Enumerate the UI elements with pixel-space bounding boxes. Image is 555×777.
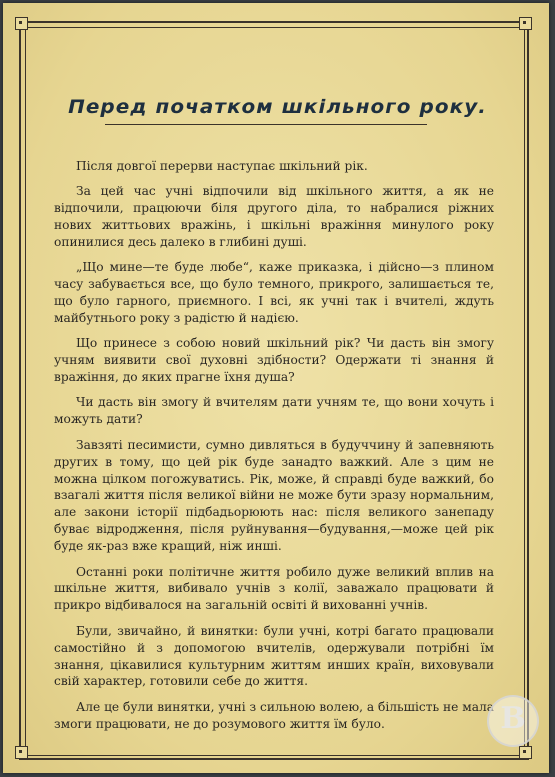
corner-ornament-bottom-left (15, 746, 28, 759)
paragraph: Завзяті песимисти, сумно дивляться в будуччину й запевняють других в тому, що цей рік буде занадто важкий. Але з цим не можна цілком погожуватись. Рік, може, й справді буде важкий, бо взагалі життя після великої війни не може бути зразу нормальним, але закони історії підбадьорюють нас: після великого занепаду буває відродження, після руйнування—будування,—може цей рік буде як-раз вже кращий, ніж инші. (54, 437, 494, 554)
paragraph: Що принесе з собою новий шкільний рік? Чи дасть він змогу учням виявити свої духовні здібности? Одержати ті знання й вражіння, до яких прагне їхня душа? (54, 336, 494, 384)
corner-ornament-top-left (15, 17, 28, 30)
library-watermark-logo (487, 695, 539, 747)
article-body (54, 158, 494, 741)
corner-ornament-bottom-right (519, 746, 532, 759)
paragraph: Чи дасть він змогу й вчителям дати учням те, що вони хочуть і можуть дати? (54, 395, 494, 427)
paragraph: Останні роки політичне життя робило дуже великий вплив на шкільне життя, вибивало учнів з колії, заважало працювати й прикро відбивалося на загальній освіті й вихованні учнів. (54, 564, 494, 613)
page-title: Перед початком шкільного року. (68, 96, 487, 118)
paragraph: Були, звичайно, й винятки: були учні, котрі багато працювали самостійно й з допомогою вчителів, одержували потрібні їм знання, цікавилися культурним життям инших країн, виховували свій характер, готовили себе до життя. (54, 623, 494, 689)
title-underline (105, 124, 427, 125)
paragraph: Але це були винятки, учні з сильною волею, а більшість не мала змоги працювати, не до розумового життя їм було. (54, 699, 494, 731)
corner-ornament-top-right (519, 17, 532, 30)
paragraph: За цей час учні відпочили від шкільного життя, а як не відпочили, працюючи біля другого діла, то набралися ріжних нових життьових вражінь, і шкільні вражіння минулого року опинилися десь далеко в глибині душі. (54, 183, 494, 249)
paragraph: Після довгої перерви наступає шкільний рік. (76, 159, 368, 173)
paragraph: „Що мине—те буде любе“, каже приказка, і дійсно—з плином часу забувається все, що було темного, прикрого, залишається те, що було гарного, приємного. І всі, як учні так і вчителі, ждуть майбутнього року з радістю й надією. (54, 260, 494, 325)
